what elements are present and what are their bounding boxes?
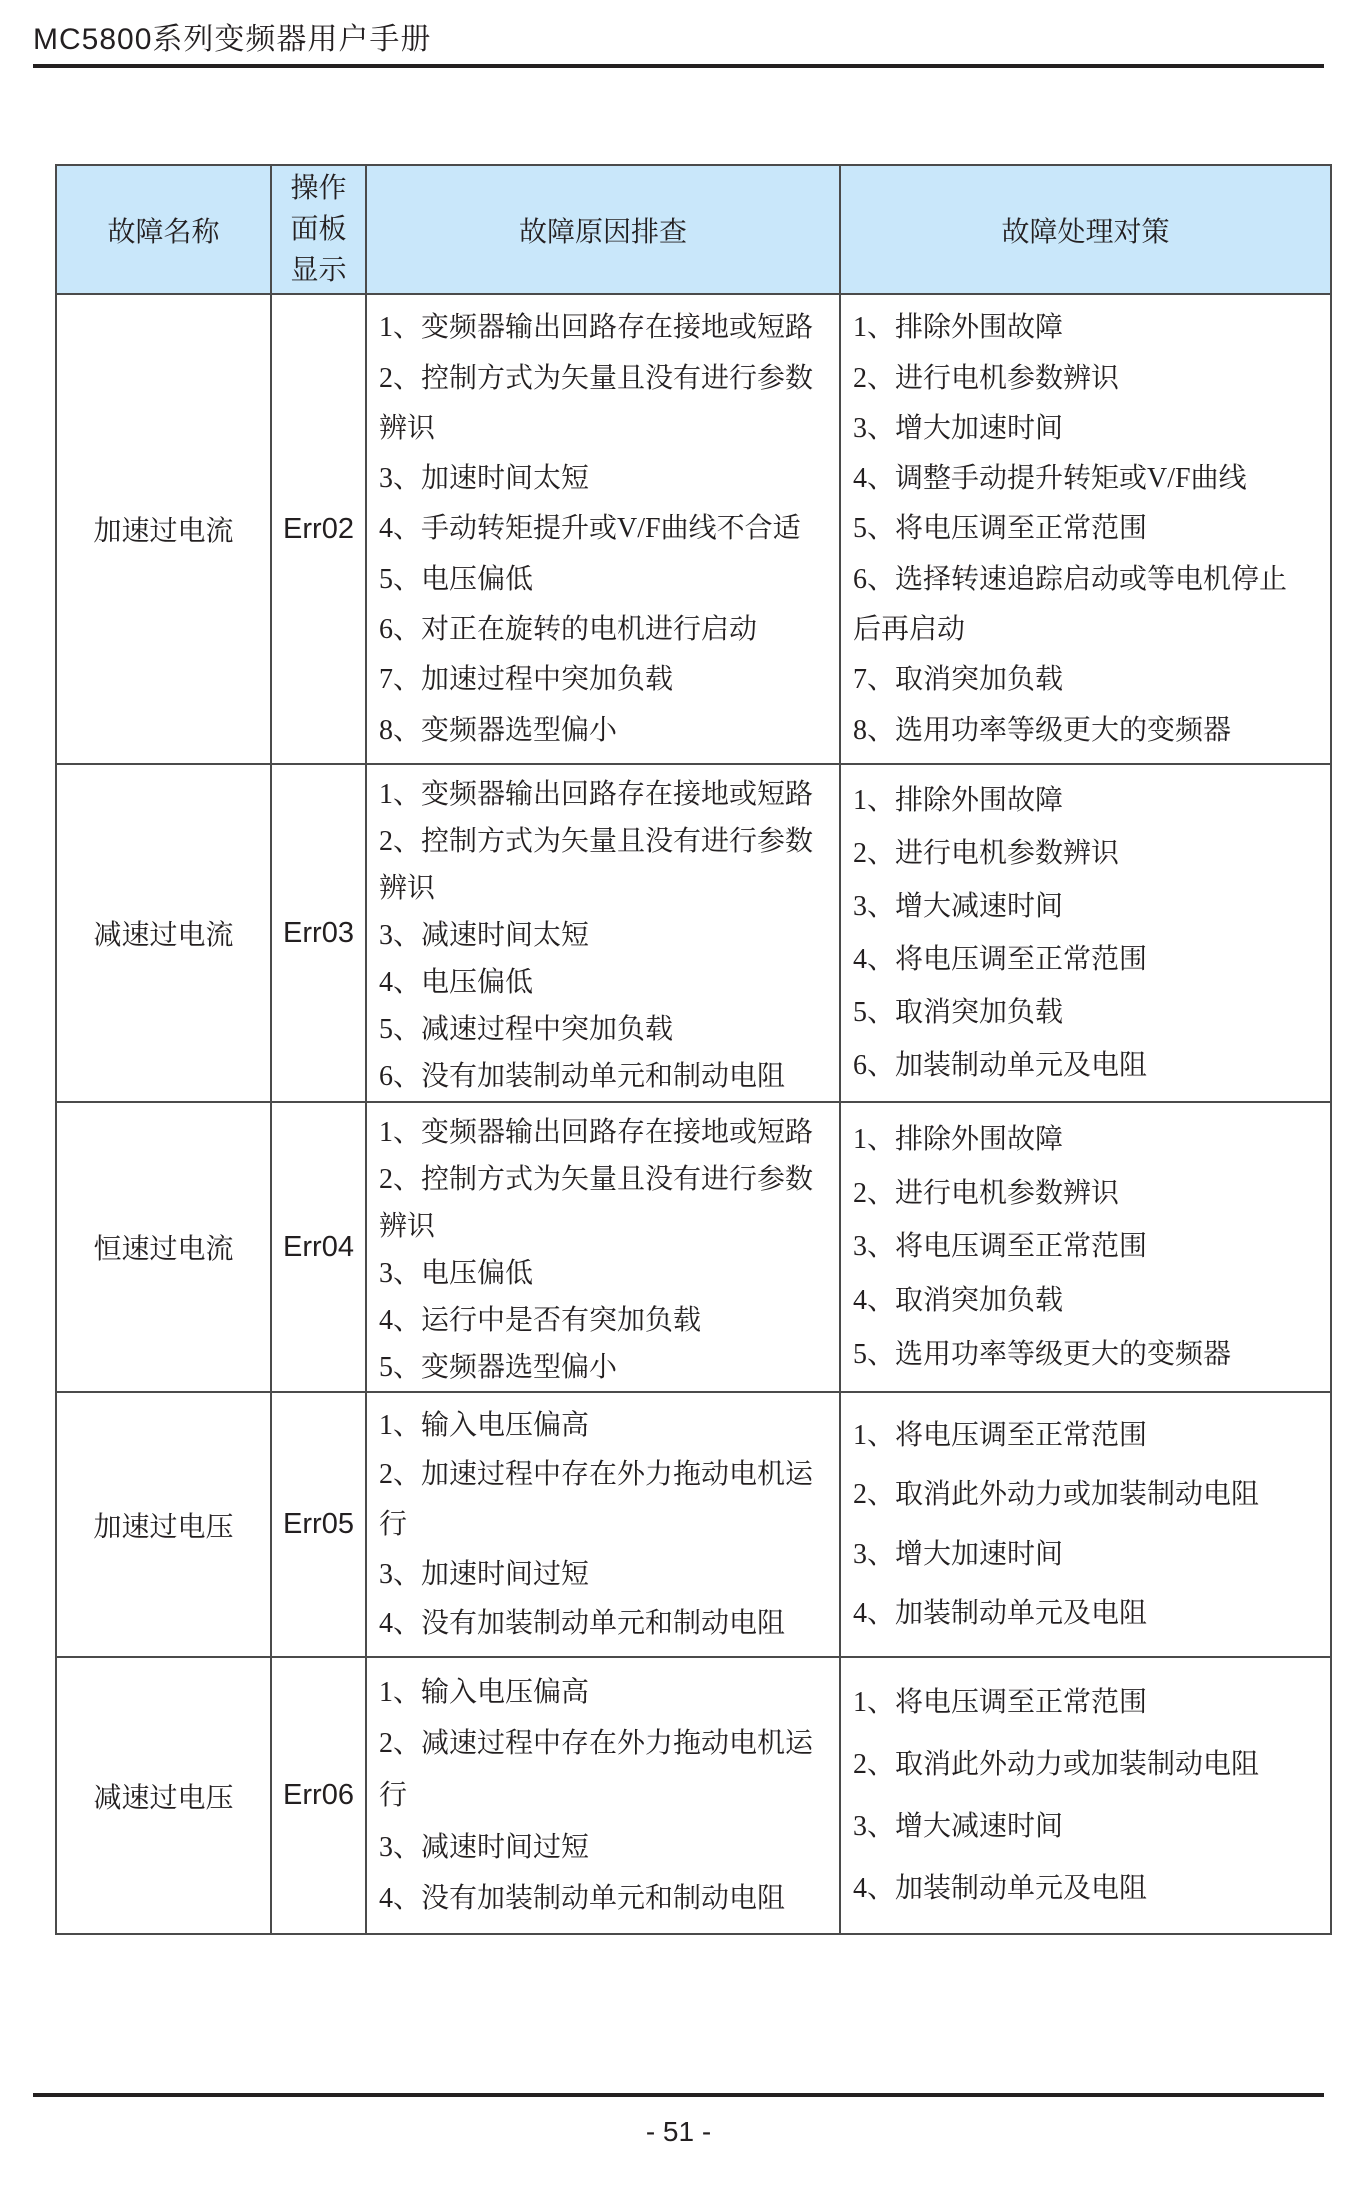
action-line: 3、增大加速时间 [853,1538,1064,1570]
action-line: 5、将电压调至正常范围 [853,513,1148,545]
header-rule [33,64,1324,68]
header-panel-display-line: 面板 [290,214,347,245]
cause-line: 5、电压偏低 [379,563,534,595]
action-line: 3、增大减速时间 [853,1811,1064,1842]
fault-causes-err03 [367,765,841,1103]
cause-line: 3、加速时间过短 [379,1558,590,1590]
cause-line: 1、变频器输出回路存在接地或短路 [379,779,814,810]
fault-code-err03: Err03 [272,765,367,1103]
fault-name-err03: 减速过电流 [57,765,272,1103]
action-line: 4、加装制动单元及电阻 [853,1598,1148,1630]
fault-causes-err02 [367,295,841,765]
action-line: 3、将电压调至正常范围 [853,1231,1148,1263]
header-cell-action: 故障处理对策 [841,166,1330,295]
cause-line: 1、变频器输出回路存在接地或短路 [379,1117,814,1148]
cause-line: 行 [379,1779,408,1811]
fault-code-err05: Err05 [272,1393,367,1658]
action-line: 8、选用功率等级更大的变频器 [853,714,1232,746]
action-line: 4、取消突加负载 [853,1285,1064,1317]
cause-line: 辨识 [379,1211,436,1242]
fault-causes-err04 [367,1103,841,1393]
action-line: 3、增大加速时间 [853,412,1064,444]
fault-name-err05: 加速过电压 [57,1393,272,1658]
action-line: 1、将电压调至正常范围 [853,1419,1148,1451]
cause-line: 3、电压偏低 [379,1258,534,1289]
fault-code-err04: Err04 [272,1103,367,1393]
fault-actions-err04 [841,1103,1330,1393]
page-title: MC5800系列变频器用户手册 [33,23,432,56]
fault-name-err04: 恒速过电流 [57,1103,272,1393]
action-line: 6、选择转速追踪启动或等电机停止 [853,563,1288,595]
fault-actions-err06 [841,1658,1330,1933]
fault-code-err06: Err06 [272,1658,367,1933]
fault-causes-err05 [367,1393,841,1658]
action-line: 4、调整手动提升转矩或V/F曲线 [853,463,1247,495]
cause-line: 2、减速过程中存在外力拖动电机运 [379,1728,814,1760]
fault-name-err02: 加速过电流 [57,295,272,765]
cause-line: 行 [379,1508,408,1540]
fault-actions-err05 [841,1393,1330,1658]
cause-line: 5、变频器选型偏小 [379,1352,618,1383]
action-line: 2、进行电机参数辨识 [853,1177,1120,1209]
fault-table [55,164,1332,1935]
action-line: 1、排除外围故障 [853,312,1064,344]
header-panel-display-line: 显示 [290,255,347,286]
cause-line: 辨识 [379,873,436,904]
footer-rule [33,2093,1324,2097]
action-line: 7、取消突加负载 [853,664,1064,696]
fault-actions-err03 [841,765,1330,1103]
page-number: - 51 - [645,2116,712,2147]
fault-actions-err02 [841,295,1330,765]
cause-line: 1、变频器输出回路存在接地或短路 [379,312,814,344]
cause-line: 3、减速时间太短 [379,920,590,951]
fault-name-err06: 减速过电压 [57,1658,272,1933]
header-cell-fault-name: 故障名称 [57,166,272,295]
action-line: 后再启动 [853,614,966,646]
action-line: 6、加装制动单元及电阻 [853,1050,1148,1081]
cause-line: 3、减速时间过短 [379,1831,590,1863]
cause-line: 辨识 [379,412,436,444]
cause-line: 7、加速过程中突加负载 [379,664,674,696]
header-cell-panel-display [272,166,367,295]
action-line: 1、将电压调至正常范围 [853,1687,1148,1718]
cause-line: 2、控制方式为矢量且没有进行参数 [379,826,814,857]
action-line: 2、取消此外动力或加装制动电阻 [853,1479,1260,1511]
action-line: 5、选用功率等级更大的变频器 [853,1339,1232,1371]
cause-line: 5、减速过程中突加负载 [379,1014,674,1045]
header-panel-display-line: 操作 [290,173,347,204]
action-line: 4、将电压调至正常范围 [853,944,1148,975]
cause-line: 4、电压偏低 [379,967,534,998]
action-line: 2、进行电机参数辨识 [853,838,1120,869]
action-line: 1、排除外围故障 [853,1123,1064,1155]
cause-line: 2、控制方式为矢量且没有进行参数 [379,362,814,394]
cause-line: 8、变频器选型偏小 [379,714,618,746]
cause-line: 2、加速过程中存在外力拖动电机运 [379,1459,814,1491]
fault-causes-err06 [367,1658,841,1933]
cause-line: 4、运行中是否有突加负载 [379,1305,702,1336]
fault-code-err02: Err02 [272,295,367,765]
header-cell-cause: 故障原因排查 [367,166,841,295]
cause-line: 6、对正在旋转的电机进行启动 [379,614,758,646]
action-line: 3、增大减速时间 [853,891,1064,922]
cause-line: 6、没有加装制动单元和制动电阻 [379,1061,786,1092]
cause-line: 1、输入电压偏高 [379,1676,590,1708]
cause-line: 3、加速时间太短 [379,463,590,495]
action-line: 2、取消此外动力或加装制动电阻 [853,1749,1260,1780]
cause-line: 4、没有加装制动单元和制动电阻 [379,1883,786,1915]
action-line: 1、排除外围故障 [853,785,1064,816]
cause-line: 4、手动转矩提升或V/F曲线不合适 [379,513,801,545]
action-line: 5、取消突加负载 [853,997,1064,1028]
cause-line: 2、控制方式为矢量且没有进行参数 [379,1164,814,1195]
action-line: 4、加装制动单元及电阻 [853,1873,1148,1904]
cause-line: 4、没有加装制动单元和制动电阻 [379,1608,786,1640]
action-line: 2、进行电机参数辨识 [853,362,1120,394]
cause-line: 1、输入电压偏高 [379,1409,590,1441]
